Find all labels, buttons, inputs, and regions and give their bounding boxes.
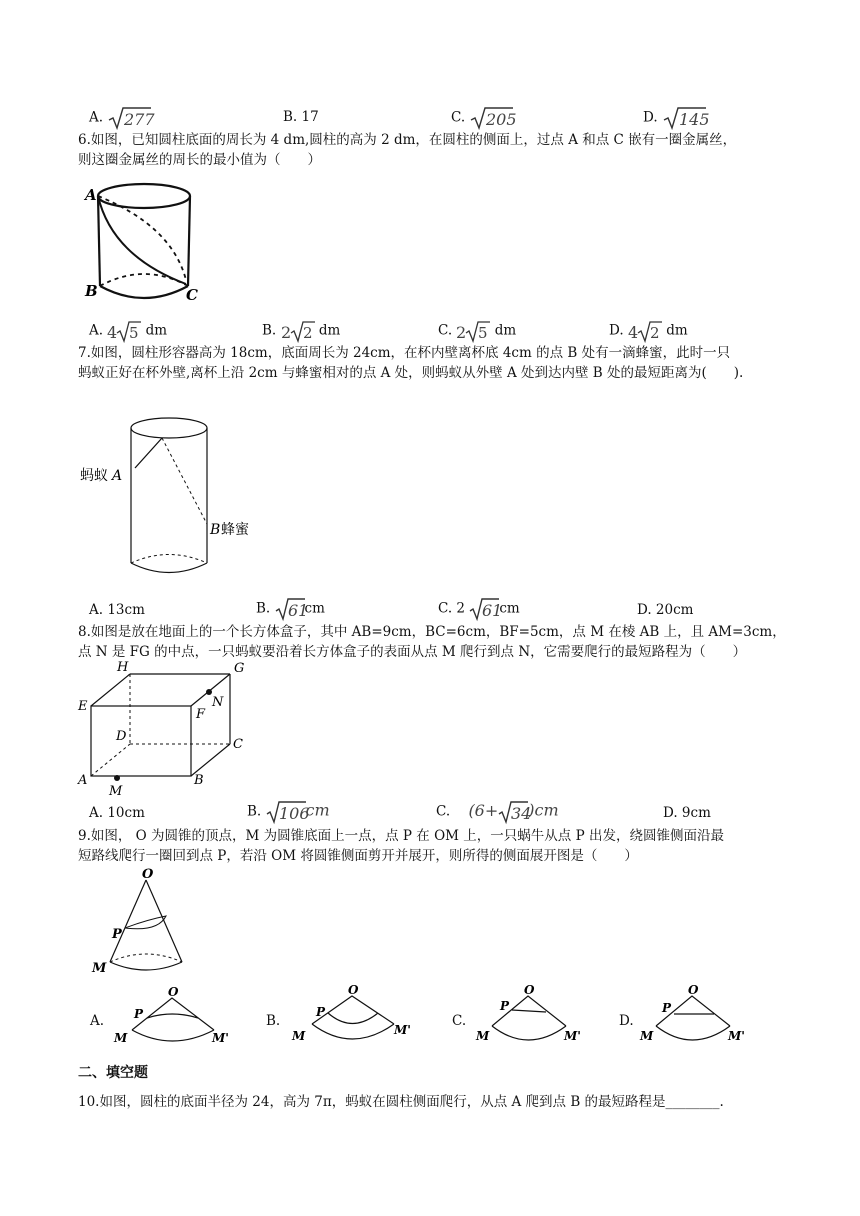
- q8-option-b: B. 106 cm: [247, 800, 330, 823]
- svg-text:277: 277: [124, 110, 155, 129]
- svg-text:O: O: [348, 983, 359, 997]
- svg-text:B: B: [194, 773, 204, 788]
- q8-stem-line2: 点 N 是 FG 的中点，一只蚂蚁要沿着长方体盒子的表面从点 M 爬行到点 N，它需要爬行的最短路程为（ ）: [78, 644, 747, 660]
- svg-text:H: H: [117, 660, 129, 675]
- q5-option-b: B. 17: [283, 109, 319, 125]
- q9-stem-line1: 9.如图， O 为圆锥的顶点，M 为圆锥底面上一点，点 P 在 OM 上，一只蜗牛从点 P 出发，绕圆锥侧面沿最: [78, 828, 724, 844]
- radical-sign: [662, 106, 710, 130]
- q6-option-a: A. 4 5 dm: [89, 322, 168, 342]
- svg-text:145: 145: [678, 110, 710, 129]
- svg-text:2: 2: [302, 324, 313, 342]
- q8-option-a: A. 10cm: [89, 805, 145, 821]
- q8-option-c: C. (6+ 34 )cm: [436, 800, 559, 823]
- svg-text:M: M: [476, 1029, 490, 1043]
- q6-option-b: B. 2 2 dm: [262, 322, 341, 342]
- svg-text:34: 34: [511, 804, 532, 823]
- svg-text:P: P: [500, 999, 510, 1013]
- q9-option-a-label: A.: [90, 1013, 105, 1029]
- label-A: A: [112, 468, 123, 484]
- q7-stem-line2: 蚂蚁正好在杯外壁,离杯上沿 2cm 与蜂蜜相对的点 A 处，则蚂蚁从外壁 A 处到达内壁 B 处的最短距离为( ).: [78, 365, 744, 381]
- svg-text:2: 2: [280, 323, 291, 342]
- svg-text:61: 61: [287, 601, 308, 620]
- svg-text:N: N: [212, 695, 224, 710]
- q6-option-c: C. 2 5 dm: [438, 322, 517, 342]
- q5-option-c: C. 205: [451, 106, 513, 130]
- svg-text:M: M: [292, 1029, 306, 1043]
- svg-text:A: A: [78, 773, 88, 788]
- svg-text:O: O: [168, 985, 179, 999]
- svg-text:O: O: [524, 983, 535, 997]
- q7-option-c: C. 2 61 cm: [438, 600, 520, 620]
- svg-text:P: P: [316, 1005, 326, 1019]
- svg-text:5: 5: [129, 324, 139, 342]
- svg-text:D: D: [116, 729, 127, 744]
- svg-text:M': M': [728, 1029, 745, 1043]
- svg-text:M': M': [564, 1029, 581, 1043]
- label-B: B: [85, 282, 98, 300]
- q5-option-a: A. 277: [89, 106, 151, 130]
- q9-option-a-figure: [110, 986, 230, 1048]
- svg-text:P: P: [112, 927, 122, 942]
- q9-option-b-label: B.: [266, 1013, 281, 1029]
- q6-cylinder-figure: [82, 176, 207, 306]
- svg-text:E: E: [78, 699, 88, 714]
- svg-text:106: 106: [278, 804, 310, 823]
- q6-stem-line1: 6.如图，已知圆柱底面的周长为 4 dm,圆柱的高为 2 dm，在圆柱的侧面上，过点 A 和点 C 嵌有一圈金属丝，: [78, 132, 737, 148]
- q7-option-b: B. 61 cm: [256, 600, 325, 620]
- svg-text:P: P: [662, 1001, 672, 1015]
- q9-option-c-label: C.: [452, 1013, 467, 1029]
- label-B: B: [210, 522, 221, 538]
- svg-text:C: C: [233, 737, 243, 752]
- q9-option-c-figure: [472, 982, 590, 1050]
- section-heading-fill-blank: 二、填空题: [78, 1065, 148, 1081]
- svg-text:M: M: [109, 784, 123, 799]
- q7-option-a: A. 13cm: [89, 602, 145, 618]
- q7-stem-line1: 7.如图，圆柱形容器高为 18cm，底面周长为 24cm，在杯内壁离杯底 4cm 的点 B 处有一滴蜂蜜，此时一只: [78, 345, 731, 361]
- q8-option-d: D. 9cm: [663, 805, 711, 821]
- svg-text:2: 2: [456, 323, 467, 342]
- q7-cup-figure: [78, 410, 268, 585]
- svg-text:M: M: [92, 961, 107, 976]
- q6-stem-line2: 则这圈金属丝的周长的最小值为（ ）: [78, 152, 321, 168]
- q7-option-d: D. 20cm: [637, 602, 694, 618]
- svg-text:P: P: [134, 1007, 144, 1021]
- q9-cone-figure: [88, 864, 193, 979]
- svg-text:4: 4: [627, 323, 639, 342]
- q9-option-d-label: D.: [619, 1013, 634, 1029]
- label-A: A: [85, 186, 97, 204]
- q8-box-figure: [76, 658, 251, 798]
- q10-stem: 10.如图，圆柱的底面半径为 24，高为 7π，蚂蚁在圆柱侧面爬行，从点 A 爬到点 B 的最短路程是________.: [78, 1094, 724, 1110]
- q9-option-b-figure: [288, 982, 416, 1050]
- svg-text:M: M: [114, 1031, 128, 1045]
- q9-stem-line2: 短路线爬行一圈回到点 P，若沿 OM 将圆锥侧面剪开并展开，则所得的侧面展开图是（ ）: [78, 848, 638, 864]
- q5-option-d: D. 145: [643, 106, 706, 130]
- svg-text:4: 4: [107, 323, 118, 342]
- q9-option-d-figure: [636, 982, 756, 1050]
- q6-option-d: D. 4 2 dm: [609, 322, 688, 342]
- svg-text:205: 205: [486, 110, 517, 129]
- svg-text:61: 61: [482, 601, 503, 620]
- svg-text:M': M': [212, 1031, 229, 1045]
- svg-text:O: O: [142, 867, 154, 882]
- radical-sign: [107, 106, 155, 130]
- label-C: C: [186, 286, 198, 304]
- q8-stem-line1: 8.如图是放在地面上的一个长方体盒子，其中 AB=9cm，BC=6cm，BF=5cm，点 M 在棱 AB 上，且 AM=3cm，: [78, 624, 786, 640]
- svg-text:G: G: [234, 661, 245, 676]
- svg-text:M: M: [640, 1029, 654, 1043]
- radical-sign: [469, 106, 517, 130]
- svg-text:F: F: [196, 707, 206, 722]
- svg-text:5: 5: [478, 324, 488, 342]
- svg-text:2: 2: [649, 324, 660, 342]
- label-honey: 蜂蜜: [221, 522, 249, 538]
- label-ant: 蚂蚁: [80, 468, 108, 484]
- svg-text:M': M': [394, 1023, 411, 1037]
- svg-text:O: O: [688, 983, 699, 997]
